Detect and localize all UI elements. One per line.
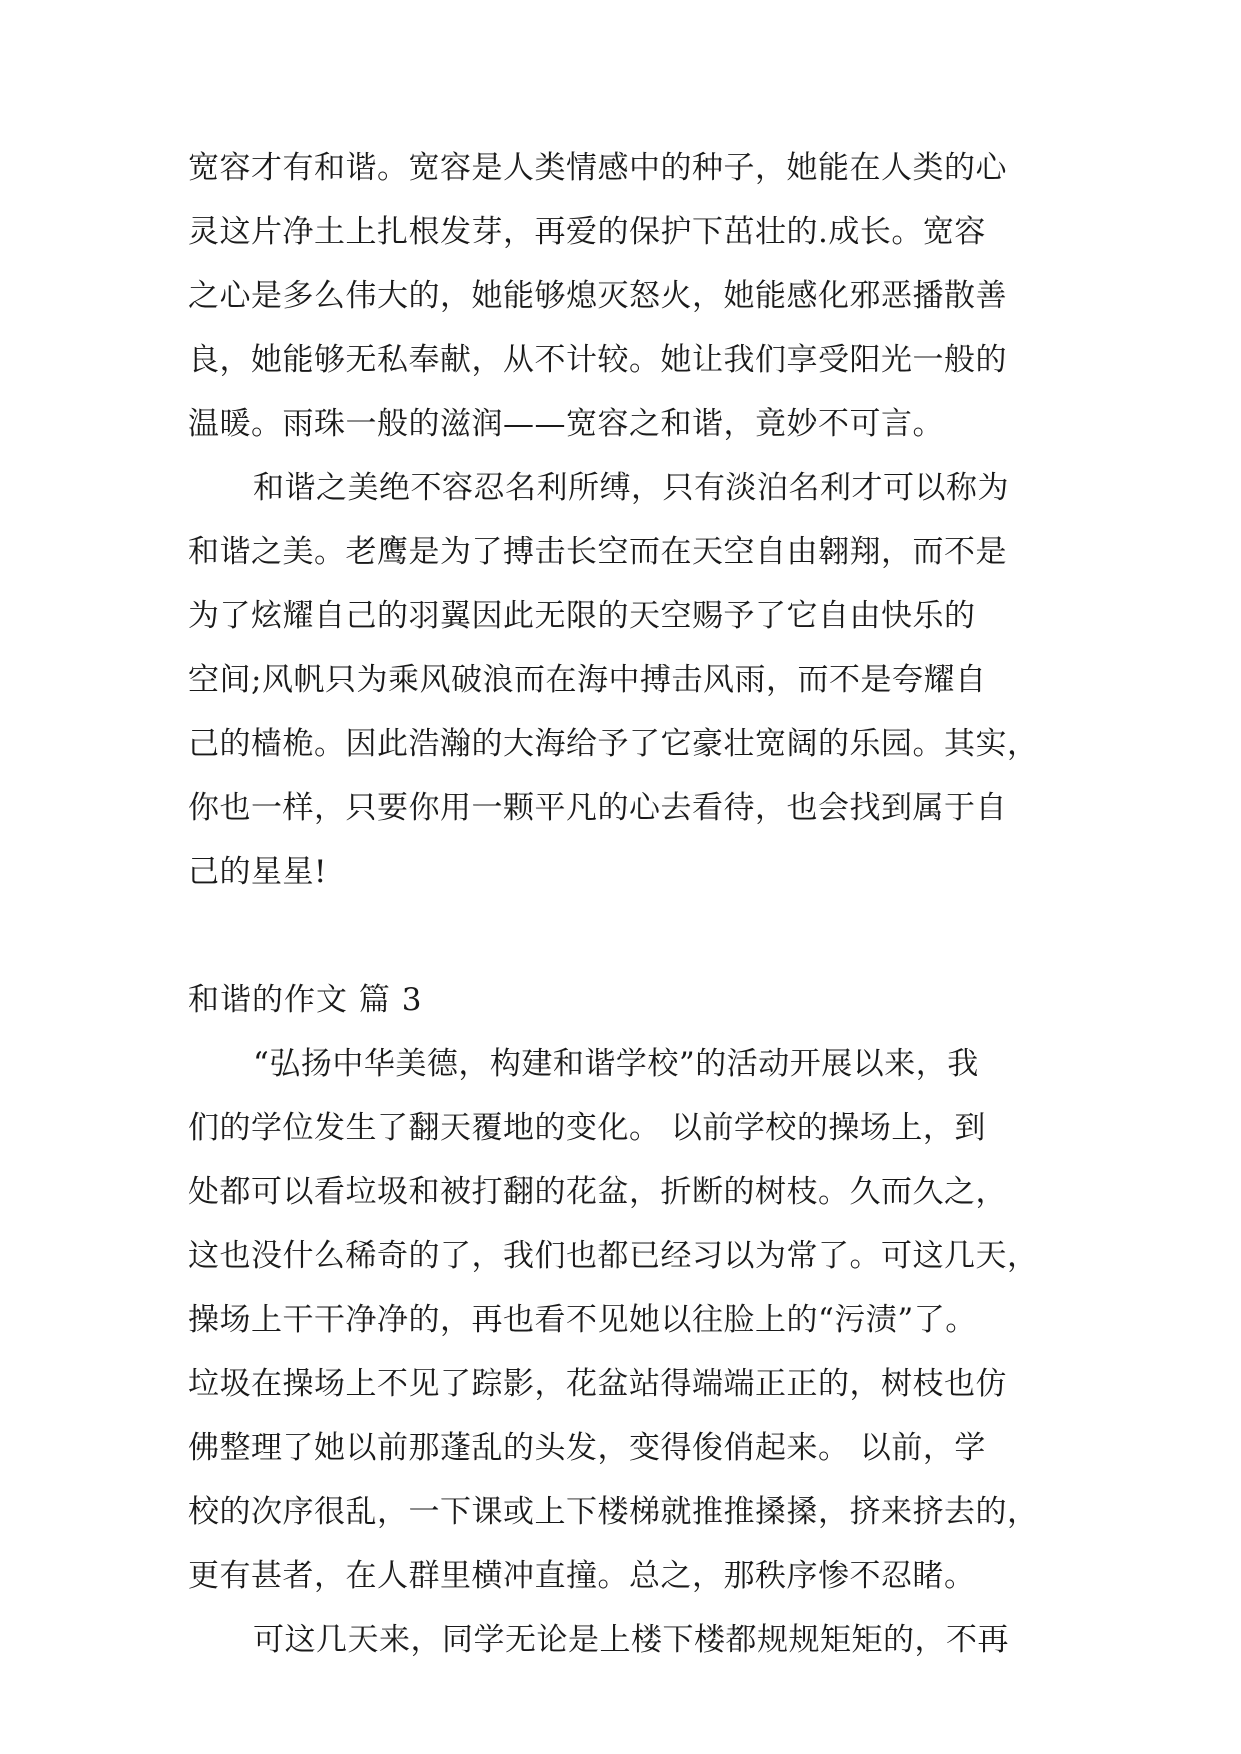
paragraph-1-line-1: 宽容才有和谐。宽容是人类情感中的种子，她能在人类的心 xyxy=(188,150,1007,186)
paragraph-3-line-4: 这也没什么稀奇的了，我们也都已经习以为常了。可这几天， xyxy=(188,1238,1039,1274)
paragraph-3-line-9: 更有甚者，在人群里横冲直撞。总之，那秩序惨不忍睹。 xyxy=(188,1558,976,1594)
paragraph-2-line-3: 为了炫耀自己的羽翼因此无限的天空赐予了它自由快乐的 xyxy=(188,598,976,634)
paragraph-1-line-4: 良，她能够无私奉献，从不计较。她让我们享受阳光一般的 xyxy=(188,342,1007,378)
paragraph-3-line-5: 操场上干干净净的，再也看不见她以往脸上的“污渍”了。 xyxy=(188,1302,977,1338)
paragraph-2-line-5: 己的樯桅。因此浩瀚的大海给予了它豪壮宽阔的乐园。其实， xyxy=(188,726,1039,762)
paragraph-3-line-6: 垃圾在操场上不见了踪影，花盆站得端端正正的，树枝也仿 xyxy=(188,1366,1007,1402)
paragraph-1-line-5: 温暖。雨珠一般的滋润——宽容之和谐，竟妙不可言。 xyxy=(188,406,944,442)
paragraph-3-line-7: 佛整理了她以前那蓬乱的头发，变得俊俏起来。 以前，学 xyxy=(188,1430,986,1466)
paragraph-3-line-1: “弘扬中华美德，构建和谐学校”的活动开展以来，我 xyxy=(253,1046,979,1082)
paragraph-1-line-3: 之心是多么伟大的，她能够熄灭怒火，她能感化邪恶播散善 xyxy=(188,278,1007,314)
paragraph-2-line-4: 空间;风帆只为乘风破浪而在海中搏击风雨，而不是夸耀自 xyxy=(188,662,987,698)
paragraph-4-line-1: 可这几天来，同学无论是上楼下楼都规规矩矩的，不再 xyxy=(253,1622,1009,1658)
section-heading: 和谐的作文 篇 3 xyxy=(188,982,423,1018)
paragraph-3-line-8: 校的次序很乱，一下课或上下楼梯就推推搡搡，挤来挤去的， xyxy=(188,1494,1039,1530)
paragraph-2-line-7: 己的星星! xyxy=(188,854,327,890)
paragraph-1-line-2: 灵这片净土上扎根发芽，再爱的保护下茁壮的.成长。宽容 xyxy=(188,214,986,250)
paragraph-2-line-6: 你也一样，只要你用一颗平凡的心去看待，也会找到属于自 xyxy=(188,790,1007,826)
paragraph-2-line-1: 和谐之美绝不容忍名利所缚，只有淡泊名利才可以称为 xyxy=(253,470,1009,506)
paragraph-3-line-2: 们的学位发生了翻天覆地的变化。 以前学校的操场上，到 xyxy=(188,1110,986,1146)
paragraph-3-line-3: 处都可以看垃圾和被打翻的花盆，折断的树枝。久而久之， xyxy=(188,1174,1007,1210)
paragraph-2-line-2: 和谐之美。老鹰是为了搏击长空而在天空自由翱翔，而不是 xyxy=(188,534,1007,570)
